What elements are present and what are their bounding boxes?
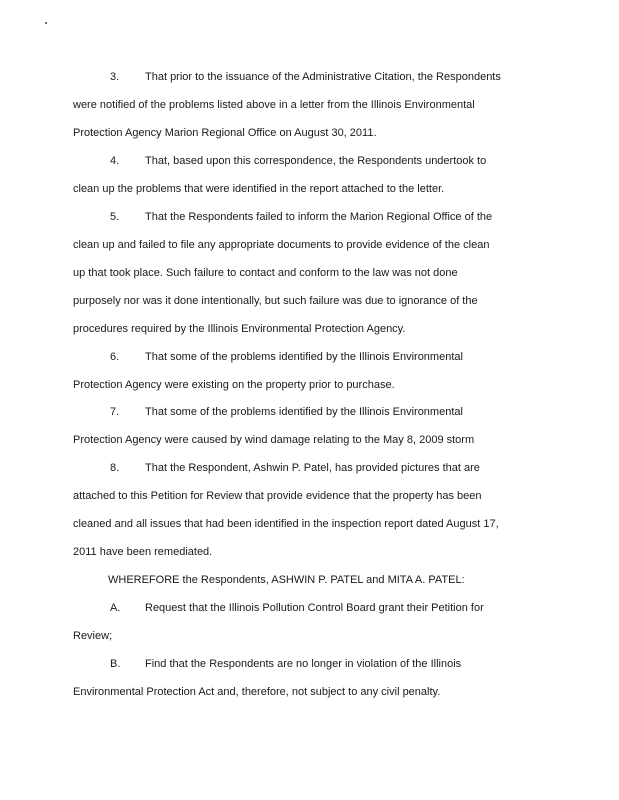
paragraph-5-line-3: up that took place. Such failure to contact and conform to the law was not done	[73, 267, 458, 279]
paragraph-5-number: 5.	[110, 211, 120, 223]
request-b-line-2: Environmental Protection Act and, therefore, not subject to any civil penalty.	[73, 686, 441, 698]
paragraph-3-number: 3.	[110, 71, 120, 83]
paragraph-4-line-2: clean up the problems that were identified in the report attached to the letter.	[73, 183, 445, 195]
wherefore-clause: WHEREFORE the Respondents, ASHWIN P. PATEL and MITA A. PATEL:	[108, 574, 465, 586]
paragraph-7-line-1: That some of the problems identified by the Illinois Environmental	[145, 406, 463, 418]
scan-speck	[45, 22, 47, 24]
request-b-letter: B.	[110, 658, 121, 670]
paragraph-6-line-2: Protection Agency were existing on the property prior to purchase.	[73, 379, 395, 391]
paragraph-8-number: 8.	[110, 462, 120, 474]
paragraph-3-line-3: Protection Agency Marion Regional Office on August 30, 2011.	[73, 127, 377, 139]
paragraph-8-line-4: 2011 have been remediated.	[73, 546, 213, 558]
paragraph-6-line-1: That some of the problems identified by the Illinois Environmental	[145, 351, 463, 363]
paragraph-8-line-2: attached to this Petition for Review that provide evidence that the property has been	[73, 490, 482, 502]
paragraph-4-line-1: That, based upon this correspondence, the Respondents undertook to	[145, 155, 487, 167]
paragraph-7-number: 7.	[110, 406, 120, 418]
paragraph-5-line-5: procedures required by the Illinois Environmental Protection Agency.	[73, 323, 406, 335]
paragraph-7-line-2: Protection Agency were caused by wind damage relating to the May 8, 2009 storm	[73, 434, 475, 446]
paragraph-6-number: 6.	[110, 351, 120, 363]
request-a-letter: A.	[110, 602, 121, 614]
request-b-line-1: Find that the Respondents are no longer in violation of the Illinois	[145, 658, 462, 670]
paragraph-5-line-1: That the Respondents failed to inform the Marion Regional Office of the	[145, 211, 493, 223]
request-a-line-2: Review;	[73, 630, 113, 642]
paragraph-4-number: 4.	[110, 155, 120, 167]
paragraph-5-line-4: purposely nor was it done intentionally, but such failure was due to ignorance of the	[73, 295, 478, 307]
paragraph-8-line-1: That the Respondent, Ashwin P. Patel, has provided pictures that are	[145, 462, 480, 474]
request-a-line-1: Request that the Illinois Pollution Control Board grant their Petition for	[145, 602, 484, 614]
paragraph-3-line-2: were notified of the problems listed above in a letter from the Illinois Environmental	[73, 99, 475, 111]
paragraph-3-line-1: That prior to the issuance of the Administrative Citation, the Respondents	[145, 71, 501, 83]
paragraph-8-line-3: cleaned and all issues that had been identified in the inspection report dated August 17,	[73, 518, 499, 530]
paragraph-5-line-2: clean up and failed to file any appropriate documents to provide evidence of the clean	[73, 239, 490, 251]
